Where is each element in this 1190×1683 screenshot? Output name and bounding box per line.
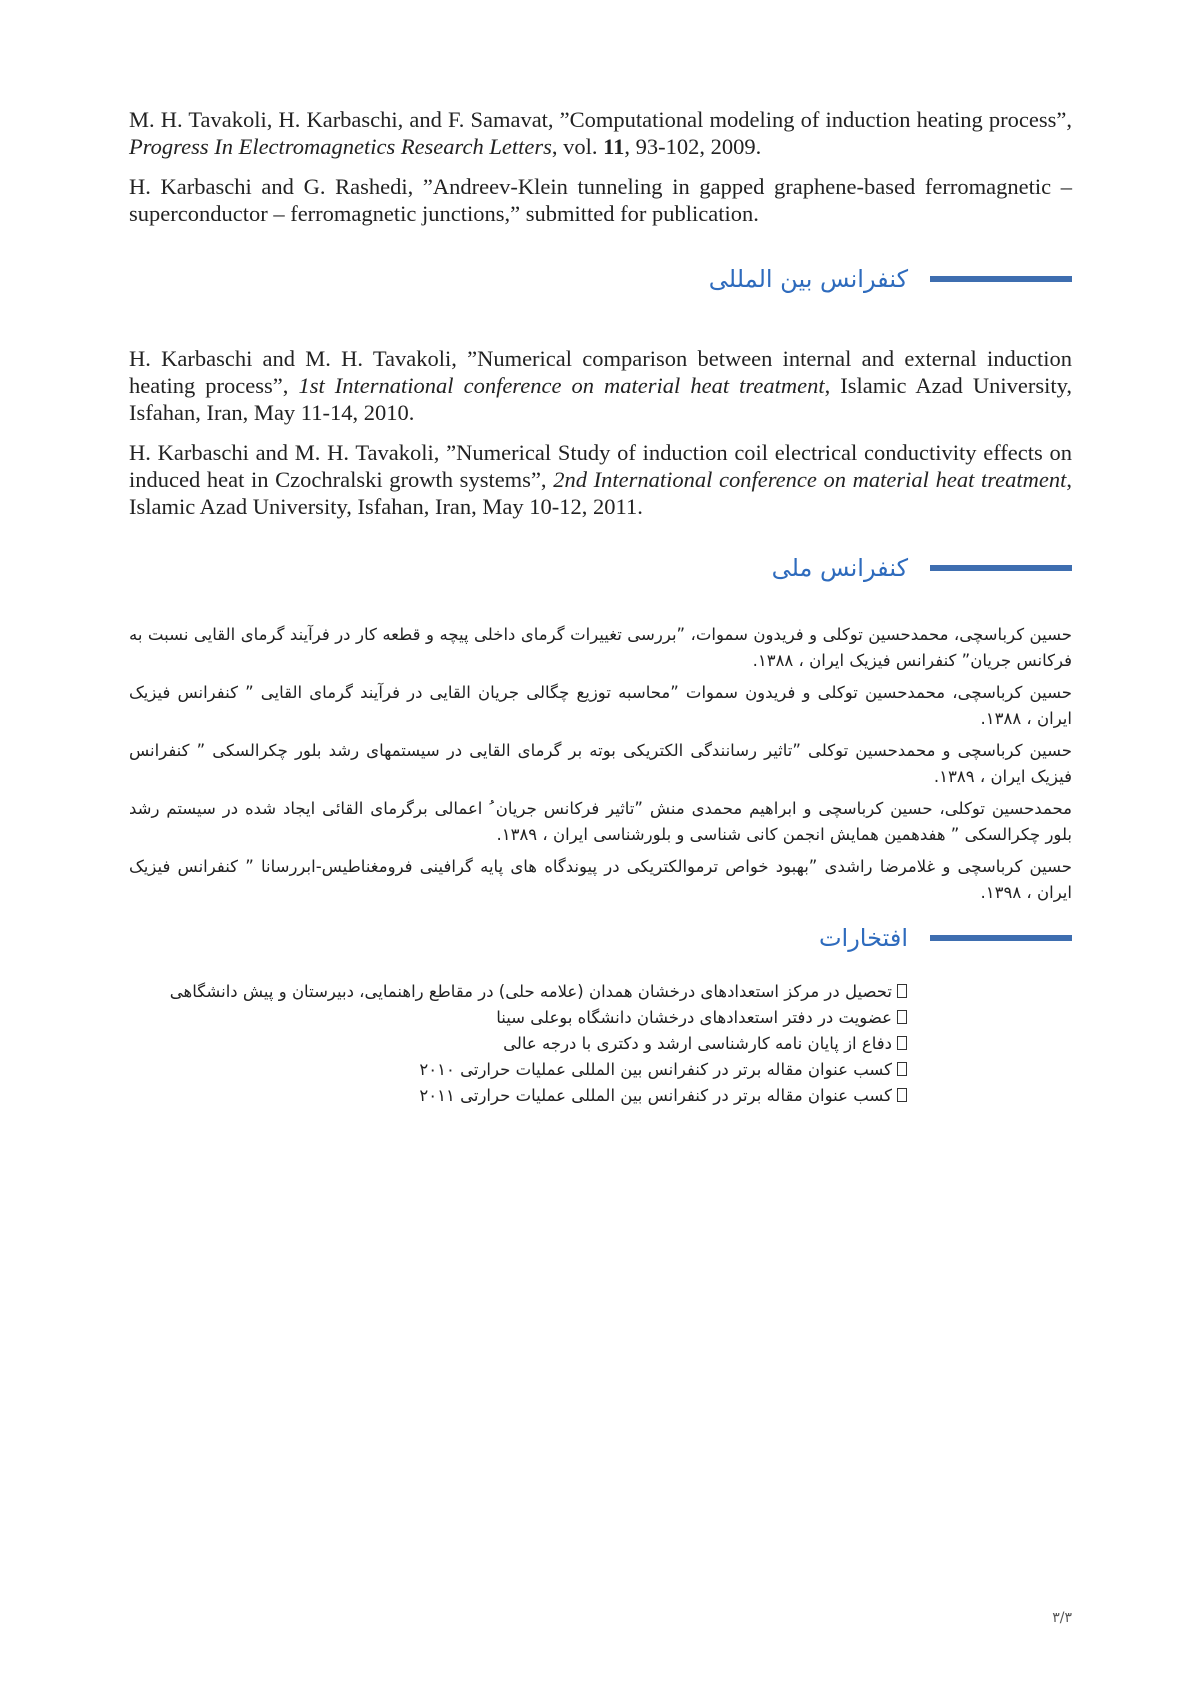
- section-international-heading: [129, 259, 1072, 299]
- section-honors-heading: [129, 918, 1072, 958]
- section-rule: [930, 565, 1072, 571]
- national-ref: حسین کرباسچی و محمدحسین توکلی ”تاثیر رسانندگی الکتریکی بوته بر گرمای القایی در سیستمهای رشد بلور چکرالسکی ” کنفرانس فیزیک ایران ، ۱۳۸۹.: [129, 741, 1072, 786]
- journal-ref-2: H. Karbaschi and G. Rashedi, ”Andreev-Klein tunneling in gapped graphene-based ferromagnetic – superconductor – ferromagnetic junctions,” submitted for publication.: [129, 174, 1072, 226]
- section-rule: [930, 276, 1072, 282]
- honor-item: دفاع از پایان نامه کارشناسی ارشد و دکتری با درجه عالی: [129, 1031, 907, 1057]
- section-rule: [930, 935, 1072, 941]
- national-ref: حسین کرباسچی، محمدحسین توکلی و فریدون سموات ”محاسبه توزیع چگالی جریان القایی در فرآیند گرمای القایی ” کنفرانس فیزیک ایران ، ۱۳۸۸.: [129, 683, 1072, 728]
- section-international-title: کنفرانس بین المللی: [708, 265, 908, 293]
- page-number: ۳/۳: [1052, 1610, 1072, 1626]
- honor-item: تحصیل در مرکز استعدادهای درخشان همدان (علامه حلی) در مقاطع راهنمایی، دبیرستان و پیش دانشگاهی: [129, 979, 907, 1005]
- national-ref: محمدحسین توکلی، حسین کرباسچی و ابراهیم محمدی منش ”تاثیر فرکانس جریان ُ اعمالی برگرمای القائی ایجاد شده در سیستم رشد بلور چکرالسکی ” هفدهمین همایش انجمن کانی شناسی و بلورشناسی ایران ، ۱۳۸۹.: [129, 799, 1072, 844]
- international-ref-1: H. Karbaschi and M. H. Tavakoli, ”Numerical comparison between internal and external induction heating process”, 1st International conference on material heat treatment, Islamic Azad University, Isfahan, Iran, May 11-14, 2010.: [129, 346, 1073, 425]
- honor-item: عضویت در دفتر استعدادهای درخشان دانشگاه بوعلی سینا: [129, 1005, 907, 1031]
- checkbox-bullet-icon: [897, 1062, 907, 1076]
- journal-references: [129, 106, 1072, 240]
- national-ref: حسین کرباسچی، محمدحسین توکلی و فریدون سموات، ”بررسی تغییرات گرمای داخلی پیچه و قطعه کار در فرآیند گرمای القایی نسبت به فرکانس جریان” کنفرانس فیزیک ایران ، ۱۳۸۸.: [129, 625, 1072, 670]
- honor-item: کسب عنوان مقاله برتر در کنفرانس بین المللی عملیات حرارتی ۲۰۱۱: [129, 1083, 907, 1109]
- journal-volume: 11: [603, 134, 625, 159]
- section-honors-title: افتخارات: [818, 924, 908, 952]
- international-ref-2: H. Karbaschi and M. H. Tavakoli, ”Numerical Study of induction coil electrical conductivity effects on induced heat in Czochralski growth systems”, 2nd International conference on material heat treatment, Islamic Azad University, Isfahan, Iran, May 10-12, 2011.: [129, 440, 1072, 519]
- national-references: [129, 622, 1072, 912]
- honor-item: کسب عنوان مقاله برتر در کنفرانس بین المللی عملیات حرارتی ۲۰۱۰: [129, 1057, 907, 1083]
- conference-name: 2nd International conference on material heat treatment: [553, 467, 1067, 492]
- honors-list: [129, 979, 907, 1109]
- section-national-heading: [129, 548, 1072, 588]
- journal-name: Progress In Electromagnetics Research Letters: [129, 134, 552, 159]
- checkbox-bullet-icon: [897, 1088, 907, 1102]
- international-references: [129, 345, 1072, 533]
- checkbox-bullet-icon: [897, 1010, 907, 1024]
- section-national-title: کنفرانس ملی: [771, 554, 908, 582]
- checkbox-bullet-icon: [897, 1036, 907, 1050]
- conference-name: 1st International conference on material heat treatment: [298, 373, 825, 398]
- national-ref: حسین کرباسچی و غلامرضا راشدی ”بهبود خواص ترموالکتریکی در پیوندگاه های پایه گرافینی فرومغناطیس-ابررسانا ” کنفرانس فیزیک ایران ، ۱۳۹۸.: [129, 857, 1072, 902]
- checkbox-bullet-icon: [897, 984, 907, 998]
- journal-ref-1: M. H. Tavakoli, H. Karbaschi, and F. Samavat, ”Computational modeling of induction heating process”, Progress In Electromagnetics Research Letters, vol. 11, 93-102, 2009.: [129, 107, 1072, 159]
